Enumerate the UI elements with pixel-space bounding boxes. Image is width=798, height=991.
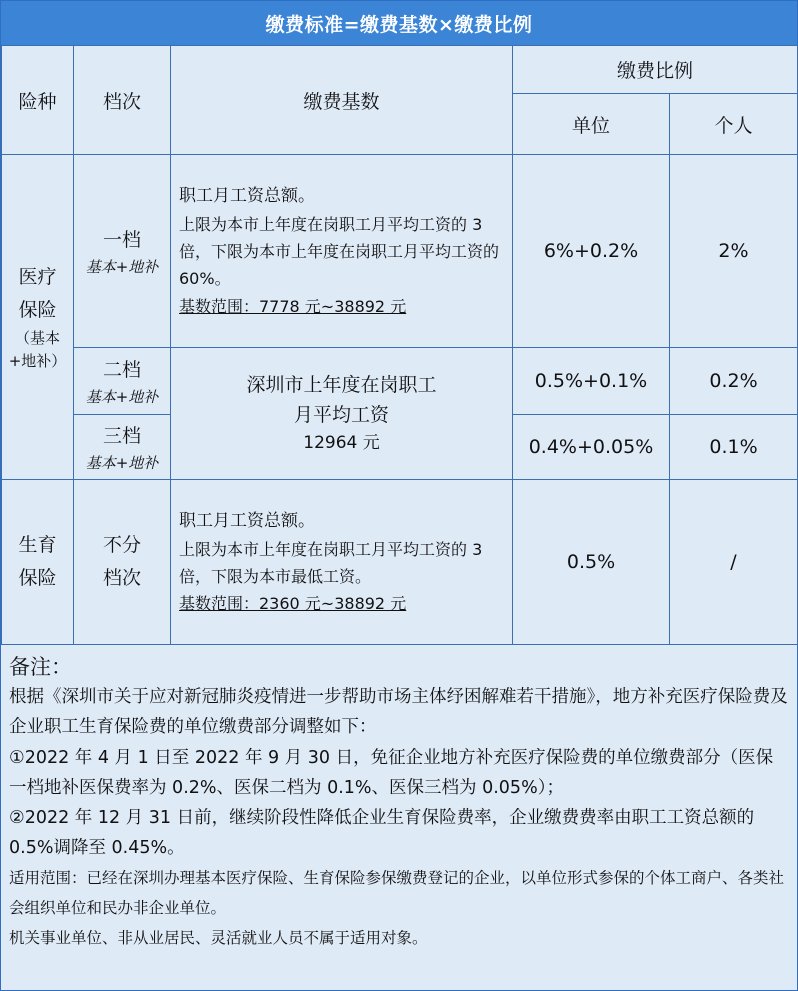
header-individual: 个人 xyxy=(670,94,798,155)
notes-paragraph-1: 根据《深圳市关于应对新冠肺炎疫情进一步帮助市场主体纾困解难若干措施》，地方补充医疗保险费及企业职工生育保险费的单位缴费部分调整如下： xyxy=(9,687,788,738)
table-title: 缴费标准=缴费基数×缴费比例 xyxy=(1,1,797,45)
header-ratio: 缴费比例 xyxy=(513,46,798,94)
medical-tier2-cell: 二档 基本+地补 xyxy=(74,348,171,415)
notes-heading: 备注： xyxy=(9,655,72,679)
maternity-employer: 0.5% xyxy=(513,480,670,645)
header-type: 险种 xyxy=(2,46,74,155)
notes-paragraph-3: ②2022 年 12 月 31 日前，继续阶段性降低企业生育保险费率，企业缴费费率由职工工资总额的 0.5%调降至 0.45%。 xyxy=(9,807,755,858)
notes-scope: 适用范围：已经在深圳办理基本医疗保险、生育保险参保缴费登记的企业，以单位形式参保的个体工商户、各类社会组织单位和民办非企业单位。 xyxy=(9,868,785,918)
maternity-level-cell: 不分 档次 xyxy=(74,480,171,645)
medical-tier1-base: 职工月工资总额。 上限为本市上年度在岗职工月平均工资的 3 倍，下限为本市上年度在岗职工月平均工资的 60%。 基数范围：7778 元~38892 元 xyxy=(171,155,513,348)
maternity-type-cell: 生育 保险 xyxy=(2,480,74,645)
notes-paragraph-2: ①2022 年 4 月 1 日至 2022 年 9 月 30 日，免征企业地方补充医疗保险费的单位缴费部分（医保一档地补医保费率为 0.2%、医保二档为 0.1%、医保三档为 0.05%）； xyxy=(9,747,774,798)
medical-tier1-employer: 6%+0.2% xyxy=(513,155,670,348)
contribution-table xyxy=(1,45,798,645)
medical-type-cell: 医疗 保险 （基本 +地补） xyxy=(2,155,74,480)
header-base: 缴费基数 xyxy=(171,46,513,155)
medical-tier2-employer: 0.5%+0.1% xyxy=(513,348,670,415)
header-level: 档次 xyxy=(74,46,171,155)
medical-tier3-individual: 0.1% xyxy=(670,415,798,480)
notes-exclusion: 机关事业单位、非从业居民、灵活就业人员不属于适用对象。 xyxy=(9,929,428,948)
notes-section xyxy=(1,645,797,954)
header-employer: 单位 xyxy=(513,94,670,155)
medical-tier3-employer: 0.4%+0.05% xyxy=(513,415,670,480)
medical-tier1-individual: 2% xyxy=(670,155,798,348)
medical-tier1-cell: 一档 基本+地补 xyxy=(74,155,171,348)
maternity-individual: / xyxy=(670,480,798,645)
maternity-base: 职工月工资总额。 上限为本市上年度在岗职工月平均工资的 3 倍，下限为本市最低工资。 基数范围：2360 元~38892 元 xyxy=(171,480,513,645)
medical-shared-base: 深圳市上年度在岗职工 月平均工资 12964 元 xyxy=(171,348,513,480)
medical-tier3-cell: 三档 基本+地补 xyxy=(74,415,171,480)
medical-tier2-individual: 0.2% xyxy=(670,348,798,415)
